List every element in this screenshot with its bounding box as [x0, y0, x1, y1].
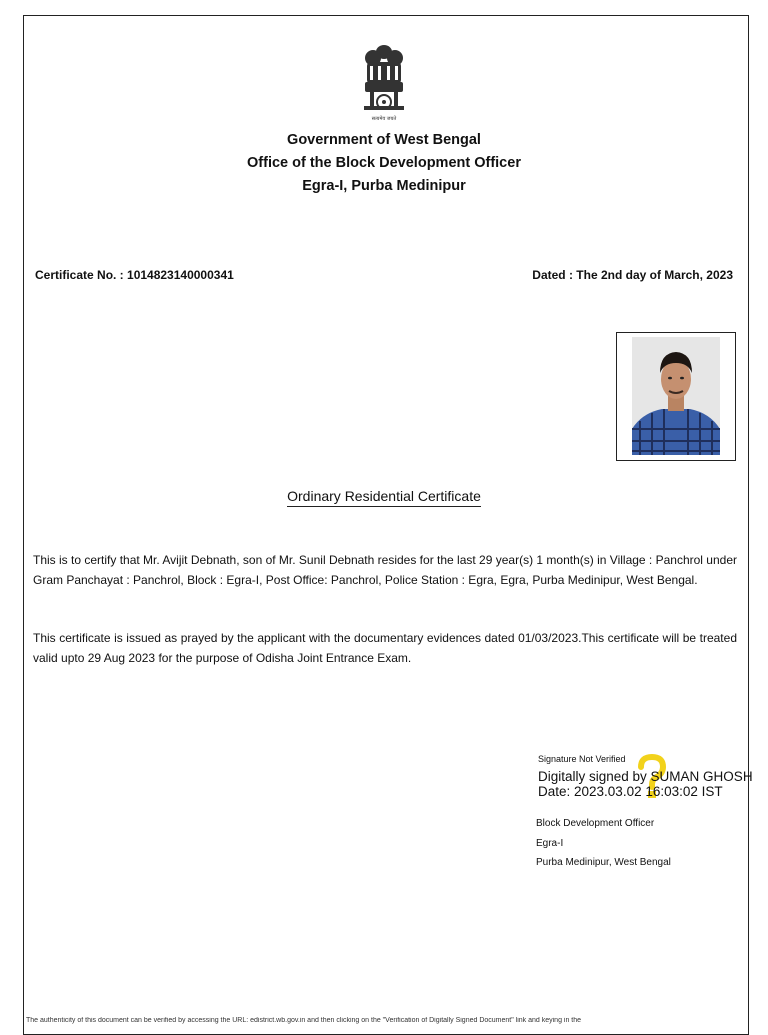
officer-designation: Block Development Officer [536, 818, 655, 829]
ashoka-emblem-icon [356, 42, 412, 124]
certificate-body-paragraph-1: This is to certify that Mr. Avijit Debnath, son of Mr. Sunil Debnath resides for the last 29 year(s) 1 month(s) in Village : Panchrol under Gram Panchayat : Panchrol, Block : Egra-I, Post Office: Panchrol, Police Station : Egra, Egra, Purba Medinipur, West Bengal. [33, 553, 737, 587]
header-government: Government of West Bengal [287, 132, 481, 148]
certificate-title [0, 488, 768, 504]
certificate-body-paragraph-2: This certificate is issued as prayed by the applicant with the documentary evidences dated 01/03/2023.This certificate will be treated valid upto 29 Aug 2023 for the purpose of Odisha Joint Entrance Exam. [33, 631, 737, 665]
officer-district: Purba Medinipur, West Bengal [536, 857, 671, 868]
header-office: Office of the Block Development Officer [247, 155, 521, 171]
certificate-number: Certificate No. : 1014823140000341 [35, 268, 234, 282]
certificate-date: Dated : The 2nd day of March, 2023 [532, 268, 733, 282]
header-location: Egra-I, Purba Medinipur [302, 178, 466, 194]
officer-block: Egra-I [536, 838, 564, 849]
certificate-title-text: Ordinary Residential Certificate [287, 488, 481, 507]
applicant-photo [632, 337, 720, 455]
signature-date: Date: 2023.03.02 16:03:02 IST [538, 784, 723, 799]
emblem-motto: सत्यमेव जयते [371, 116, 397, 122]
digital-signature [538, 769, 753, 799]
signed-by-text: Digitally signed by SUMAN GHOSH [538, 769, 753, 784]
verification-footer: The authenticity of this document can be verified by accessing the URL: edistrict.wb.gov.in and then clicking on the "Verification of Digitally Signed Document" link and keying in the [26, 1017, 582, 1024]
photo-frame [616, 332, 736, 461]
signature-status: Signature Not Verified [538, 754, 626, 764]
